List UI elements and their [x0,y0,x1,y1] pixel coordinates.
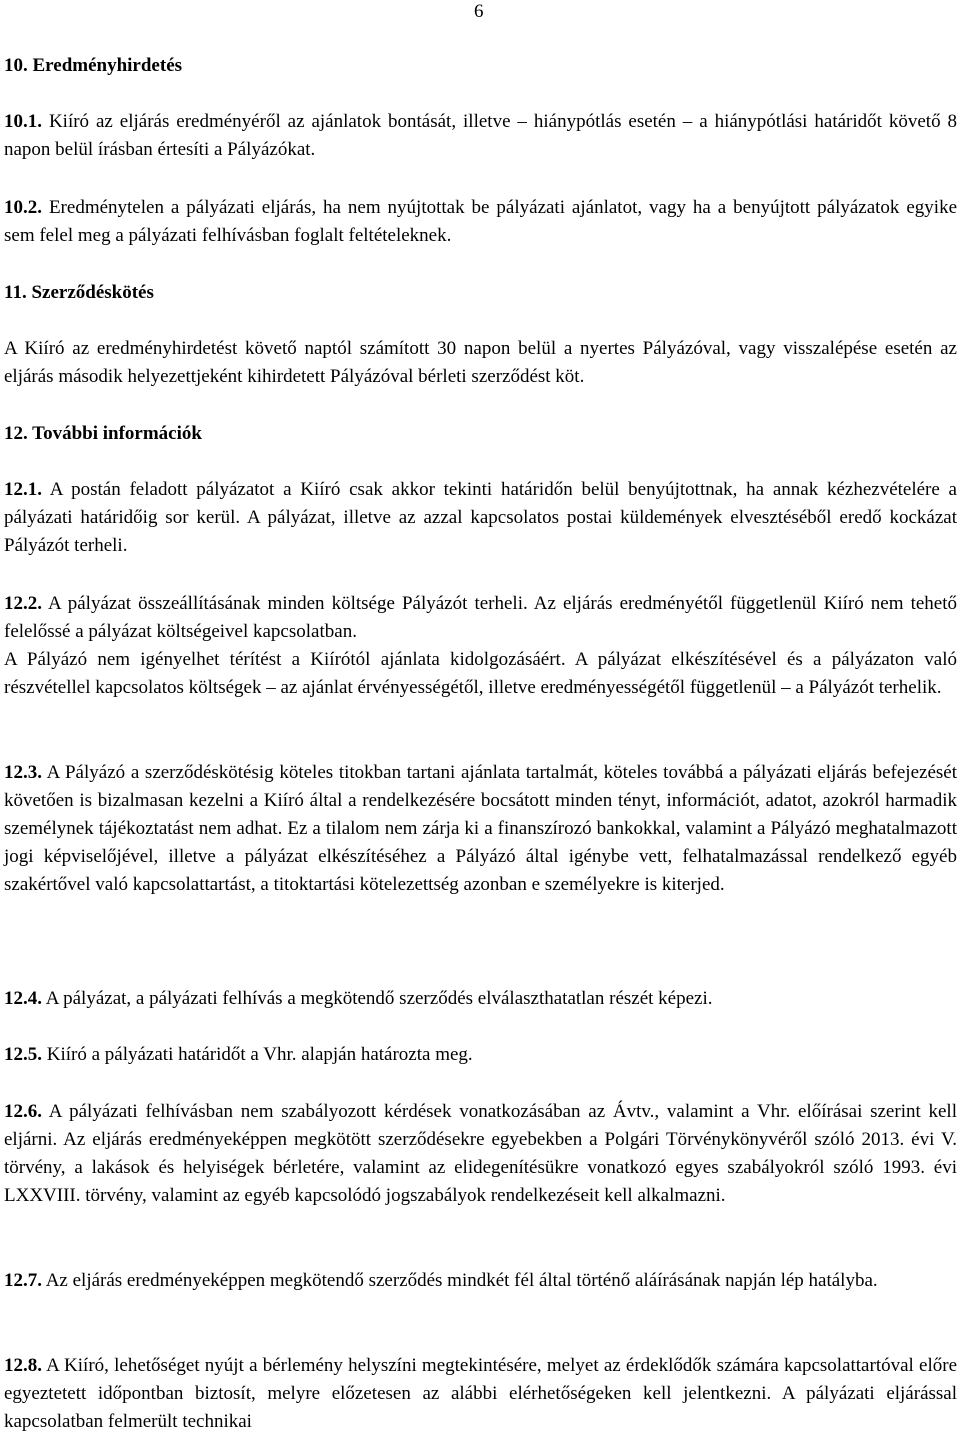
page-number: 6 [474,1,484,22]
section-12-heading: 12. További információk [4,423,202,444]
paragraph-text: Eredménytelen a pályázati eljárás, ha nem nyújtottak be pályázati ajánlatot, vagy ha a benyújtott pályázatok egyike sem felel meg a pályázati felhívásban foglalt feltételeknek. [4,197,958,246]
paragraph-number: 12.3. [4,762,42,783]
section-10-heading: 10. Eredményhirdetés [4,55,183,76]
paragraph-text: A Pályázó a szerződéskötésig köteles titokban tartani ajánlata tartalmát, köteles továbbá a pályázati eljárás befejezését követően is bizalmasan kezelni a Kiíró által a rendelkezésére bocsátott minden tényt, információt, adatot, azokról harmadik személynek tájékoztatást nem adhat. Ez a tilalom nem zárja ki a finanszírozó bankokkal, valamint a Pályázó meghatalmazott jogi képviselőjével, illetve a pályázat elkészítéséhez a Pályázó által igénybe vett, felhatalmazással rendelkező egyéb szakértővel való kapcsolattartást, a titoktartási kötelezettség azonban e személyekre is kiterjed. [4,762,957,895]
paragraph-12-2-continued: A Pályázó nem igényelhet térítést a Kiírótól ajánlata kidolgozásáért. A pályázat elkészítésével és a pályázaton való részvétellel kapcsolatos költségek – az ajánlat érvényességétől, illetve eredményességétől függetlenül – a Pályázót terhelik. [4,649,957,698]
paragraph-text: Az eljárás eredményeképpen megkötendő szerződés mindkét fél által történő aláírásának napján lép hatályba. [45,1270,878,1291]
paragraph-number: 12.5. [4,1044,42,1065]
paragraph-12-3 [4,759,957,899]
paragraph-number: 12.4. [4,988,42,1009]
paragraph-text: A pályázati felhívásban nem szabályozott kérdések vonatkozásában az Ávtv., valamint a Vhr. előírásai szerint kell eljárni. Az eljárás eredményeképpen megkötött szerződésekre egyebekben a Polgári Törvénykönyvéről szóló 2013. évi V. törvény, a lakások és helyiségek bérletére, valamint az elidegenítésükre vonatkozó egyes szabályokról szóló 1993. évi LXXVIII. törvény, valamint az egyéb kapcsolódó jogszabályok rendelkezéseit kell alkalmazni. [4,1101,957,1206]
section-11-heading: 11. Szerződéskötés [4,282,154,303]
paragraph-11: A Kiíró az eredményhirdetést követő naptól számított 30 napon belül a nyertes Pályázóval, vagy visszalépése esetén az eljárás második helyezettjeként kihirdetett Pályázóval bérleti szerződést köt. [4,338,957,387]
paragraph-number: 12.1. [4,479,42,500]
paragraph-text: A pályázat, a pályázati felhívás a megkötendő szerződés elválaszthatatlan részét képezi. [45,988,713,1009]
paragraph-number: 12.8. [4,1355,42,1376]
paragraph-number: 12.7. [4,1270,42,1291]
paragraph-10-2 [4,194,957,250]
paragraph-12-5 [4,1041,957,1069]
paragraph-12-1 [4,476,957,560]
paragraph-number: 12.2. [4,593,42,614]
paragraph-10-1 [4,108,957,164]
paragraph-text: Kiíró az eljárás eredményéről az ajánlatok bontását, illetve – hiánypótlás esetén – a hiánypótlási határidőt követő 8 napon belül írásban értesíti a Pályázókat. [4,111,957,160]
paragraph-text: A pályázat összeállításának minden költsége Pályázót terheli. Az eljárás eredményétől függetlenül Kiíró nem tehető felelőssé a pályázat költségeivel kapcsolatban. [4,593,957,642]
paragraph-12-8 [4,1352,957,1436]
paragraph-text: Kiíró a pályázati határidőt a Vhr. alapján határozta meg. [46,1044,473,1065]
paragraph-12-7 [4,1267,957,1295]
paragraph-number: 10.1. [4,111,42,132]
paragraph-12-6 [4,1098,957,1210]
paragraph-number: 12.6. [4,1101,42,1122]
paragraph-text: A Kiíró, lehetőséget nyújt a bérlemény helyszíni megtekintésére, melyet az érdeklődők számára kapcsolattartóval előre egyeztetett időpontban biztosít, melyre előzetesen az alábbi elérhetőségeken kell jelentkezni. A pályázati eljárással kapcsolatban felmerült technikai [4,1355,957,1432]
paragraph-12-4 [4,985,957,1013]
paragraph-number: 10.2. [4,197,42,218]
paragraph-12-2 [4,590,957,646]
paragraph-text: A postán feladott pályázatot a Kiíró csak akkor tekinti határidőn belül benyújtottnak, ha annak kézhezvételére a pályázati határidőig sor kerül. A pályázat, illetve az azzal kapcsolatos postai küldemények elvesztéséből eredő kockázat Pályázót terheli. [4,479,957,556]
